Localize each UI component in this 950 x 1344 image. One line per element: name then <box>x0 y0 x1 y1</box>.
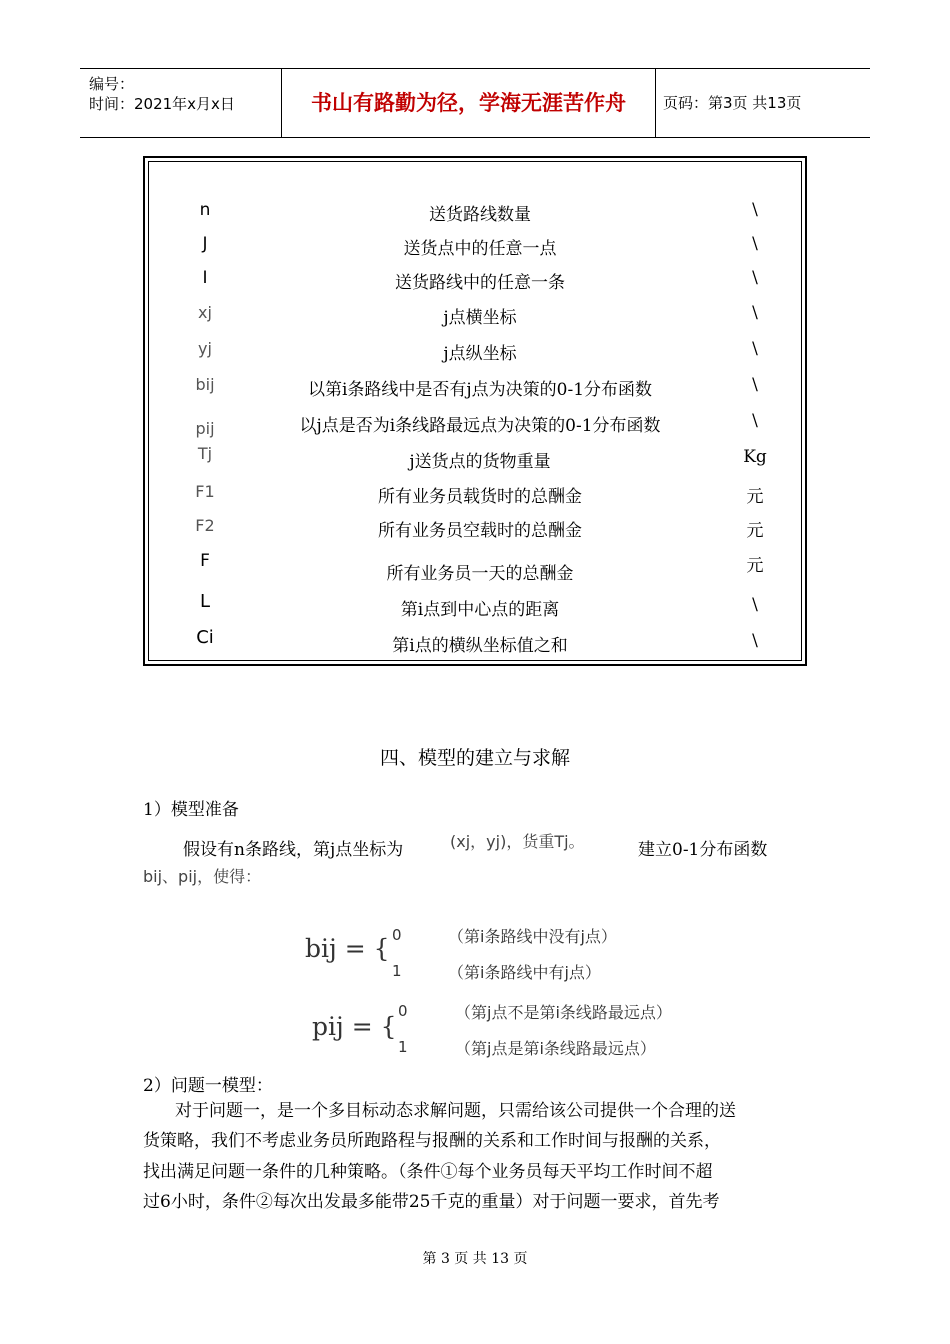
b-case-1-note: （第i条路线中有j点） <box>448 963 601 982</box>
symbol-cell: xj <box>198 303 212 322</box>
paragraph-line: 货策略，我们不考虑业务员所跑路程与报酬的关系和工作时间与报酬的关系， <box>143 1131 721 1151</box>
symbol-table <box>143 156 807 666</box>
b-case-0-note: （第i条路线中没有j点） <box>448 927 617 946</box>
prep-coord: (xj，yj)，货重Tj。 <box>450 832 585 851</box>
symbol-cell: bij <box>195 375 215 394</box>
description-cell: 所有业务员载货时的总酬金 <box>378 487 582 507</box>
table-row <box>145 591 801 623</box>
header-motto: 书山有路勤为径，学海无涯苦作舟 <box>281 69 656 137</box>
description-cell: 送货点中的任意一点 <box>403 239 557 259</box>
unit-cell: \ <box>752 375 758 395</box>
table-row <box>145 200 801 228</box>
header-left <box>80 69 280 137</box>
description-cell: j点横坐标 <box>443 308 517 328</box>
unit-cell: 元 <box>746 521 764 541</box>
unit-cell: 元 <box>746 556 764 576</box>
description-cell: 所有业务员一天的总酬金 <box>386 564 574 584</box>
table-row <box>145 411 801 439</box>
unit-cell: \ <box>752 200 758 220</box>
paragraph-line: 对于问题一，是一个多目标动态求解问题，只需给该公司提供一个合理的送 <box>175 1101 736 1121</box>
unit-cell: \ <box>752 631 758 651</box>
symbol-cell: pij <box>195 419 215 438</box>
unit-cell: \ <box>752 411 758 431</box>
unit-cell: Kg <box>743 447 767 467</box>
p-case-1-note: （第j点是第i条线路最远点） <box>455 1039 656 1058</box>
description-cell: 第i点的横纵坐标值之和 <box>392 636 568 656</box>
b-formula: bij = { <box>305 934 390 963</box>
description-cell: j点纵坐标 <box>443 344 517 364</box>
symbol-cell: L <box>199 591 211 612</box>
symbol-cell: n <box>199 200 211 220</box>
symbol-cell: Ci <box>196 627 214 648</box>
b-case-1: 1 <box>392 962 402 980</box>
table-row <box>145 234 801 262</box>
table-row <box>145 551 801 584</box>
subheading-model-prep: 1）模型准备 <box>143 800 239 820</box>
symbol-cell: I <box>202 268 208 288</box>
description-cell: 送货路线数量 <box>429 205 531 225</box>
symbol-cell: F2 <box>195 516 215 535</box>
paragraph-line: 过6小时，条件②每次出发最多能带25千克的重量）对于问题一要求，首先考 <box>143 1192 720 1212</box>
unit-cell: \ <box>752 268 758 288</box>
date-label: 时间：2021年x月x日 <box>89 95 235 113</box>
table-row <box>145 482 801 510</box>
unit-cell: \ <box>752 234 758 254</box>
description-cell: 以j点是否为i条线路最远点为决策的0-1分布函数 <box>299 416 661 436</box>
description-cell: 第i点到中心点的距离 <box>400 600 560 620</box>
table-row <box>145 516 801 544</box>
section-title: 四、模型的建立与求解 <box>379 747 570 769</box>
p-case-0-note: （第j点不是第i条线路最远点） <box>455 1003 672 1022</box>
description-cell: 送货路线中的任意一条 <box>395 273 565 293</box>
paragraph-line: 找出满足问题一条件的几种策略。（条件①每个业务员每天平均工作时间不超 <box>143 1162 713 1182</box>
p-case-1: 1 <box>398 1038 408 1056</box>
number-label: 编号： <box>89 75 135 93</box>
prep-text-a: 假设有n条路线，第j点坐标为 <box>183 840 404 860</box>
symbol-cell: F1 <box>195 482 215 501</box>
page-header <box>80 68 870 138</box>
header-page-info: 页码：第3页 共13页 <box>663 94 802 112</box>
symbol-cell: F <box>200 551 210 571</box>
unit-cell: \ <box>752 595 758 615</box>
symbol-cell: J <box>202 234 208 254</box>
table-row <box>145 268 801 296</box>
unit-cell: 元 <box>746 487 764 507</box>
prep-text-2: bij、pij，使得： <box>143 867 262 886</box>
symbol-cell: Tj <box>197 444 213 463</box>
p-formula: pij = { <box>312 1012 397 1041</box>
table-row <box>145 303 801 331</box>
subheading-problem-one: 2）问题一模型： <box>143 1076 273 1096</box>
unit-cell: \ <box>752 339 758 359</box>
description-cell: 所有业务员空载时的总酬金 <box>378 521 582 541</box>
prep-text-b: 建立0-1分布函数 <box>638 840 768 860</box>
table-row <box>145 375 801 403</box>
table-row <box>145 444 801 475</box>
b-case-0: 0 <box>392 926 402 944</box>
table-row <box>145 627 801 659</box>
description-cell: 以第i条路线中是否有j点为决策的0-1分布函数 <box>307 380 653 400</box>
table-row <box>145 339 801 367</box>
p-case-0: 0 <box>398 1002 408 1020</box>
description-cell: j送货点的货物重量 <box>409 452 551 472</box>
unit-cell: \ <box>752 303 758 323</box>
symbol-cell: yj <box>198 339 212 358</box>
page-footer: 第 3 页 共 13 页 <box>422 1251 528 1267</box>
